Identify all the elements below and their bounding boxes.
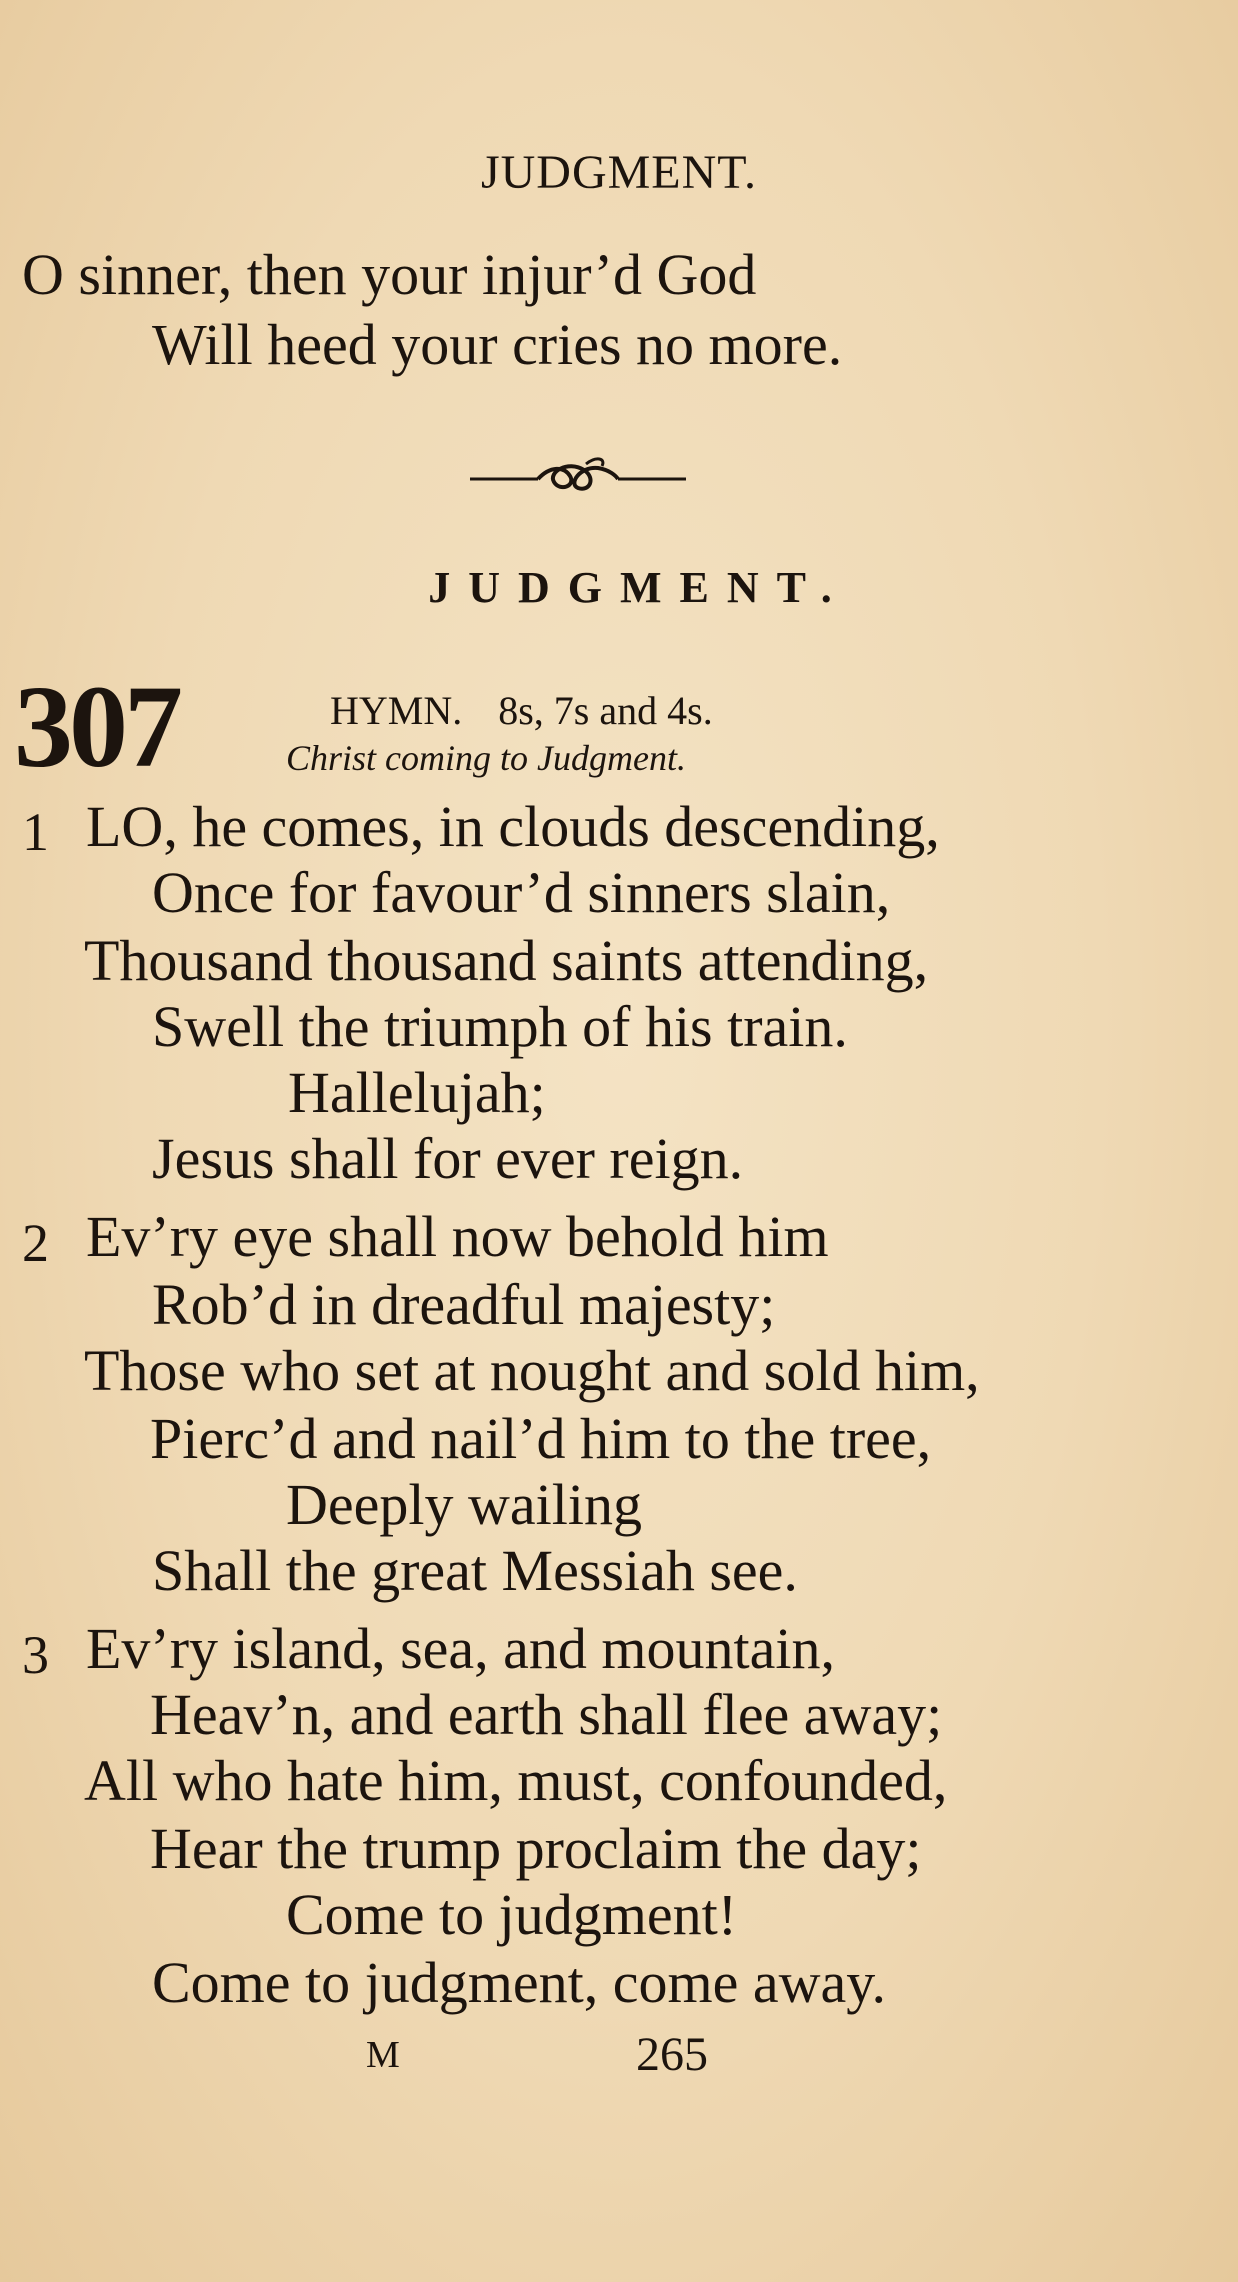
hymn-meter: 8s, 7s and 4s. <box>498 688 713 733</box>
verse-number: 2 <box>22 1213 49 1273</box>
hymn-number: 307 <box>14 661 179 792</box>
verse-line: Deeply wailing <box>286 1472 642 1537</box>
hymn-heading <box>330 687 713 734</box>
hymn-subtitle: Christ coming to Judgment. <box>286 738 686 778</box>
verse-line: Thousand thousand saints attending, <box>84 928 929 993</box>
prev-hymn-line: Will heed your cries no more. <box>152 312 843 377</box>
verse-line: Come to judgment, come away. <box>152 1950 886 2015</box>
verse-number: 1 <box>22 802 49 862</box>
verse-line: Ev’ry eye shall now behold him <box>86 1204 829 1269</box>
verse-line: Heav’n, and earth shall flee away; <box>150 1682 943 1747</box>
verse-line: Hallelujah; <box>288 1060 546 1125</box>
verse-line: Once for favour’d sinners slain, <box>152 860 891 925</box>
verse-line: Swell the triumph of his train. <box>152 994 848 1059</box>
prev-hymn-line: O sinner, then your injur’d God <box>22 242 757 307</box>
verse-line: Pierc’d and nail’d him to the tree, <box>150 1406 932 1471</box>
hymn-label: HYMN. <box>330 688 463 733</box>
verse-line: Those who set at nought and sold him, <box>84 1338 980 1403</box>
verse-line: Come to judgment! <box>286 1882 738 1947</box>
verse-line: Jesus shall for ever reign. <box>152 1126 744 1191</box>
signature-mark: M <box>366 2034 400 2076</box>
verse-line: LO, he comes, in clouds descending, <box>86 794 940 859</box>
verse-line: Shall the great Messiah see. <box>152 1538 798 1603</box>
verse-line: All who hate him, must, confounded, <box>84 1748 948 1813</box>
verse-line: Hear the trump proclaim the day; <box>150 1816 922 1881</box>
verse-line: Rob’d in dreadful majesty; <box>152 1272 776 1337</box>
page-number: 265 <box>636 2028 708 2081</box>
verse-number: 3 <box>22 1625 49 1685</box>
section-title: JUDGMENT. <box>428 563 850 612</box>
fleuron-ornament-icon <box>468 452 688 502</box>
verse-line: Ev’ry island, sea, and mountain, <box>86 1616 835 1681</box>
running-head: JUDGMENT. <box>480 146 758 199</box>
